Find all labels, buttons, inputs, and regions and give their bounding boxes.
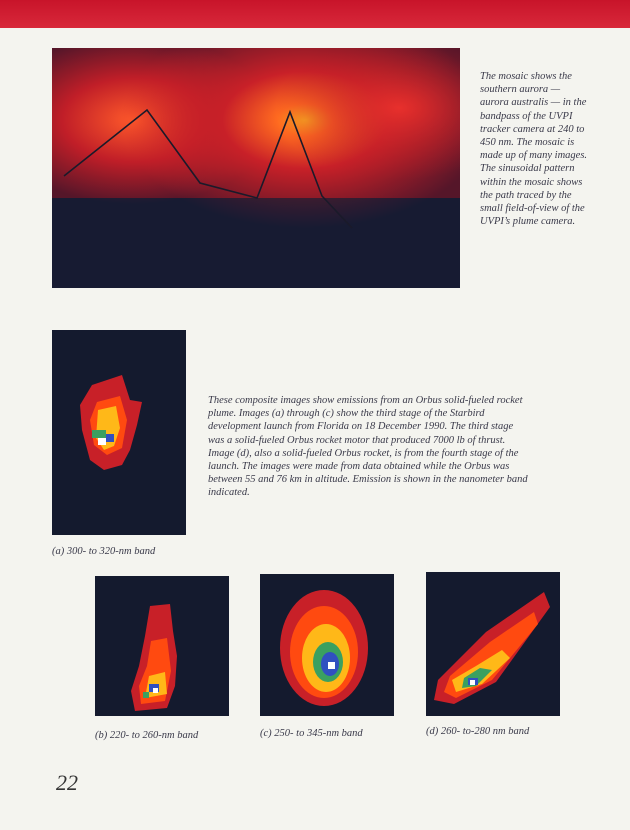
label-c: (c) 250- to 345-nm band: [260, 728, 363, 739]
plume-image-c: [260, 574, 394, 716]
plume-image-a: [52, 330, 186, 535]
label-d: (d) 260- to-280 nm band: [426, 726, 530, 737]
page-number: 22: [56, 770, 78, 795]
plume-image-b: [95, 576, 229, 716]
aurora-mosaic-image: [52, 48, 460, 288]
plume-image-d: [426, 572, 560, 716]
mosaic-caption: The mosaic shows the southern aurora — aurora australis — in the bandpass of the UVPI tracker camera at 240 to 450 nm. The mosaic is made up of many images. The sinusoidal pattern within the mosaic shows the path traced by the small field-of-view of the UVPI’s plume camera.: [480, 71, 588, 228]
label-a: (a) 300- to 320-nm band: [52, 546, 156, 557]
plume-caption: These composite images show emissions from an Orbus solid-fueled rocket plume. Images (a) through (c) show the third stage of the Starbird development launch from Florida on 18 December 1990. The third stage was a solid-fueled Orbus rocket motor that produced 7000 lb of thrust. Image (d), also a solid-fueled Orbus rocket, is from the fourth stage of the launch. The images were made from data obtained while the Orbus was between 55 and 76 km in altitude. Emission is shown in the nanometer band indicated.: [208, 395, 528, 499]
label-b: (b) 220- to 260-nm band: [95, 730, 199, 741]
header-bar: [0, 0, 630, 28]
